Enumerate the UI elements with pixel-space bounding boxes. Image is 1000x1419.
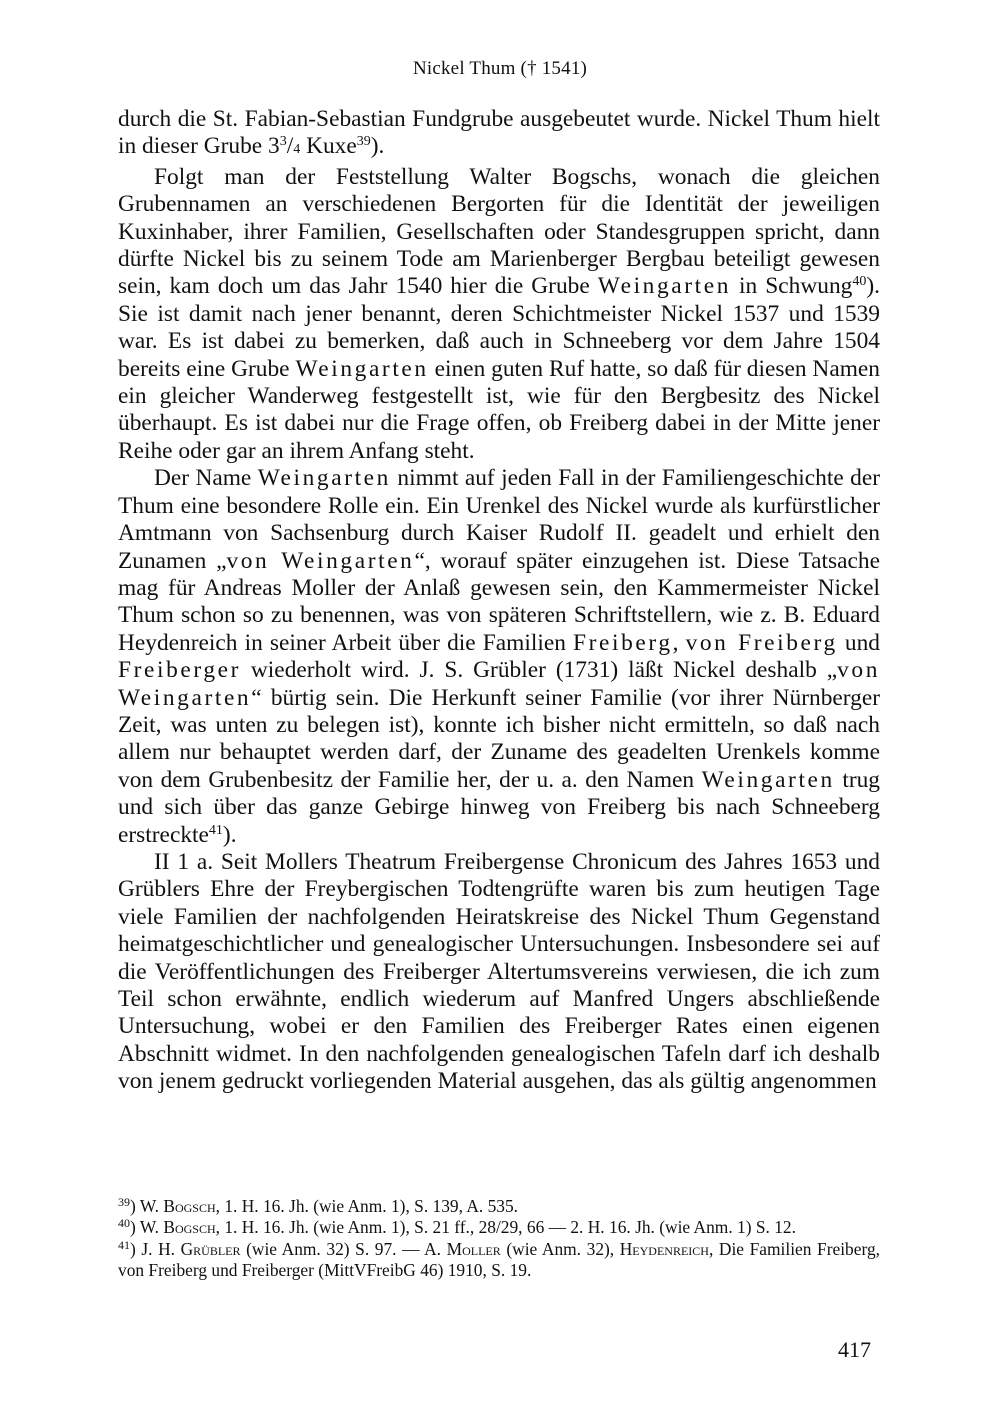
text-span: J. H. <box>141 1238 181 1259</box>
spaced-term: Freiberg <box>573 629 673 656</box>
text-span: , Die Familien Freiberg, von Freiberg und Freiberger (MittVFreibG 46) 1910, S. 19. <box>118 1238 880 1281</box>
fraction: $^3$/4 <box>279 133 301 160</box>
footnotes <box>118 1196 880 1282</box>
paragraph-1 <box>118 106 880 164</box>
running-head: Nickel Thum († 1541) <box>412 58 588 79</box>
spaced-term: von Weingarten <box>226 547 415 574</box>
spaced-term: Freiberger <box>118 657 241 684</box>
footnote-39 <box>118 1196 880 1217</box>
footnote-41 <box>118 1239 880 1282</box>
text-span: trug und sich über das ganze Gebirge hinweg von Freiberg bis nach Schneeberg erstreckte <box>118 766 881 848</box>
author-name: Bogsch <box>163 1217 216 1238</box>
footnote-marker-41: 41 <box>208 822 223 838</box>
text-span: , 1. H. 16. Jh. (wie Anm. 1), S. 21 ff., 28/29, 66 — 2. H. 16. Jh. (wie Anm. 1) S. 12. <box>215 1217 796 1238</box>
footnote-marker-40: 40 <box>852 274 867 290</box>
text-span: “, worauf später einzugehen ist. Diese Tatsache mag für Andreas Moller der Anlaß gewesen sein, den Kammermeister Nickel Thum schon so zu benennen, was von späteren Schriftstellern, wie z. B. Eduard Heydenreich in seiner Arbeit über die Familien <box>118 547 880 656</box>
text-span: (wie Anm. 32), <box>500 1238 620 1259</box>
text-span: W. <box>139 1217 164 1238</box>
body-text <box>118 106 880 1096</box>
spaced-term: von Freiberg <box>685 629 838 656</box>
footnote-number: 40 <box>118 1216 130 1231</box>
text-span: durch die St. Fabian-Sebastian Fundgrube ausgebeutet wurde. Nickel Thum hielt in dieser Grube 3 <box>118 106 880 160</box>
footnote-number: 41 <box>118 1237 130 1252</box>
text-span: , <box>672 629 686 656</box>
footnote-paren: ) <box>130 1196 140 1216</box>
footnote-40 <box>118 1217 880 1238</box>
author-name: Heydenreich <box>619 1238 709 1259</box>
footnote-paren: ) <box>130 1238 142 1259</box>
author-name: Grübler <box>180 1238 241 1259</box>
text-span: ). Sie ist damit nach jener benannt, deren Schichtmeister Nickel 1537 und 1539 war. Es ist dabei zu bemerken, daß auch in Schneeberg vor dem Jahre 1504 bereits eine Grube <box>118 273 880 382</box>
spaced-term: Weingarten <box>295 355 429 382</box>
text-span: einen guten Ruf hatte, so daß für diesen Namen ein gleicher Wanderweg festgestellt ist, wie für den Bergbesitz des Nickel überhaupt. Es ist dabei nur die Frage offen, ob Freiberg dabei in der Mitte jener Reihe oder gar an ihrem Anfang steht. <box>118 355 880 464</box>
spaced-term: Weingarten <box>597 273 732 300</box>
text-span: in Schwung <box>731 273 853 300</box>
footnote-number: 39 <box>118 1195 130 1209</box>
spaced-term: von Weingarten <box>118 657 880 711</box>
text-span: ). <box>370 133 385 160</box>
author-name: Moller <box>446 1238 501 1259</box>
text-span: Folgt man der Feststellung Walter Bogschs, wonach die gleichen Grubennamen an verschiedenen Bergorten für die Identität der jeweiligen Kuxinhaber, ihrer Familien, Gesellschaften oder Standesgruppen spricht, dann dürfte Nickel bis zu seinem Tode am Marienberger Bergbau beteiligt gewesen sein, kam doch um das Jahr 1540 hier die Grube <box>118 163 880 300</box>
text-span: W. <box>139 1196 164 1216</box>
superscript: 39 <box>356 134 371 150</box>
text-span: Kuxe <box>300 133 357 160</box>
author-name: Bogsch <box>163 1196 216 1216</box>
text-span: wiederholt wird. J. S. Grübler (1731) läßt Nickel deshalb „ <box>241 657 838 684</box>
spaced-term: Weingarten <box>257 465 391 492</box>
text-span: ). <box>222 821 237 848</box>
text-span: II 1 a. Seit Mollers Theatrum Freibergense Chronicum des Jahres 1653 und Grüblers Ehre der Freybergischen Todtengrüfte waren bis zum heutigen Tage viele Familien der nachfolgenden Heiratskreise des Nickel Thum Gegenstand heimatgeschichtlicher und genealogischer Untersuchungen. Insbesondere sei auf die Veröffentlichungen des Freiberger Altertumsvereins verwiesen, die ich zum Teil schon erwähnte, endlich wiederum auf Manfred Ungers abschließende Untersuchung, wobei er den Familien des Freiberger Rates einen eigenen Abschnitt widmet. In den nachfolgenden genealogischen Tafeln darf ich deshalb von jenem gedruckt vorliegenden Material ausgehen, das als gültig angenommen <box>118 848 880 1095</box>
footnote-marker-39 <box>357 133 371 159</box>
paragraph-4 <box>118 849 880 1096</box>
text-span: (wie Anm. 32) S. 97. — A. <box>240 1238 447 1259</box>
text-span: und <box>837 629 881 656</box>
spaced-term: Weingarten <box>701 766 835 793</box>
paragraph-2 <box>118 164 880 465</box>
text-span: Der Name <box>154 465 258 492</box>
page-number: 417 <box>838 1337 871 1362</box>
text-span: “ bürtig sein. Die Herkunft seiner Familie (vor ihrer Nürnberger Zeit, was unten zu belegen ist), konnte ich bisher nicht ermitteln, so daß nach allem nur behauptet werden darf, der Zuname des geadelten Urenkels komme von dem Grubenbesitz der Familie her, der u. a. den Namen <box>118 684 880 793</box>
paragraph-3 <box>118 465 880 849</box>
text-span: nimmt auf jeden Fall in der Familiengeschichte der Thum eine besondere Rolle ein. Ein Urenkel des Nickel wurde als kurfürstlicher Amtmann von Sachsenburg durch Kaiser Rudolf II. geadelt und erhielt den Zunamen „ <box>118 465 880 574</box>
footnote-paren: ) <box>130 1217 140 1238</box>
text-span: , 1. H. 16. Jh. (wie Anm. 1), S. 139, A. 535. <box>215 1196 519 1216</box>
